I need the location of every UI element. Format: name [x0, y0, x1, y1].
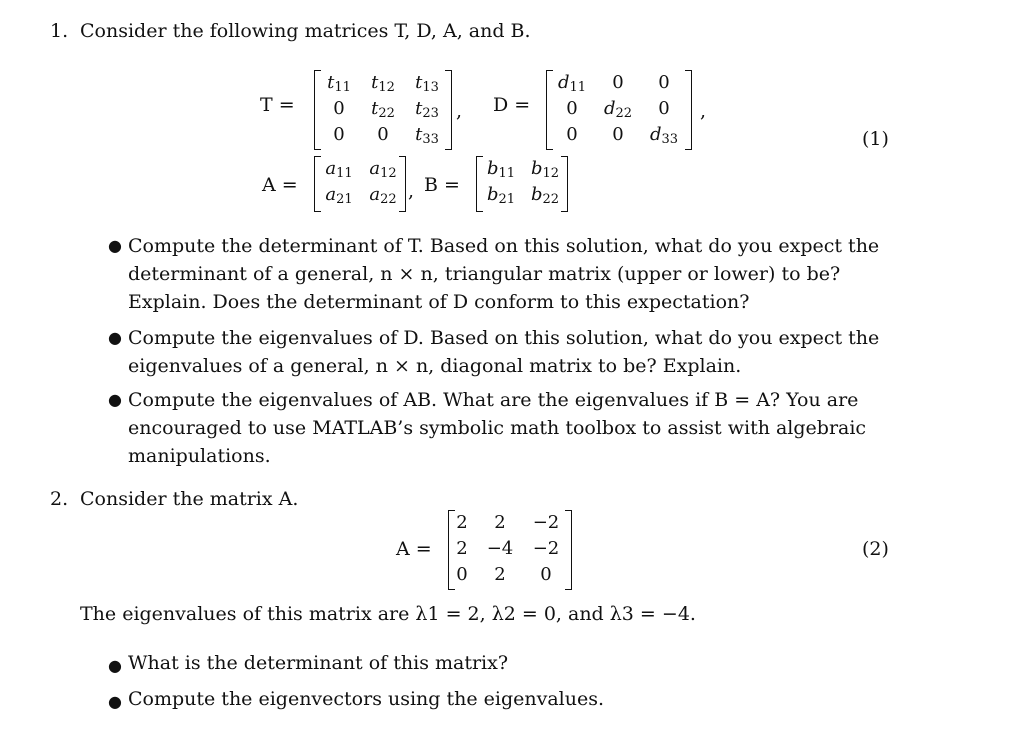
matrix-A2-cell: 2 [494, 512, 506, 533]
matrix-D-cell: $d_{11}$ [557, 72, 587, 95]
matrix-B-label: B = [424, 174, 460, 196]
matrix-D-cell: 0 [566, 124, 578, 145]
matrix-B [476, 156, 568, 212]
matrix-A2-cell: 2 [456, 538, 468, 559]
matrix-A2-cell: 0 [540, 564, 552, 585]
matrix-D-cell: 0 [566, 98, 578, 119]
matrix-T-cell: $t_{23}$ [415, 98, 439, 121]
matrix-A-cell: $a_{22}$ [369, 184, 397, 207]
matrix-A-label: A = [262, 174, 298, 196]
comma: , [700, 100, 707, 122]
matrix-D-cell: 0 [612, 72, 624, 93]
problem-1-bullet-3: Compute the eigenvalues of AB. What are the eigenvalues if B = A? You are encouraged to use MATLAB’s symbolic math toolbox to assist with algebraic manipulations. [128, 389, 867, 467]
bullet-icon: ● [108, 656, 122, 675]
matrix-T-cell: $t_{12}$ [371, 72, 395, 95]
matrix-T-cell: $t_{22}$ [371, 98, 395, 121]
bullet-icon: ● [108, 328, 122, 347]
matrix-A-cell: $a_{12}$ [369, 158, 397, 181]
problem-1-bullet-2: Compute the eigenvalues of D. Based on this solution, what do you expect the eigenvalues of a general, n × n, diagonal matrix to be? Explain. [128, 327, 880, 377]
matrix-D [546, 70, 692, 150]
problem-1-number: 1. [50, 20, 69, 42]
matrix-T-cell: 0 [333, 124, 345, 145]
bullet-icon: ● [108, 692, 122, 711]
problem-2-intro: Consider the matrix A. [80, 488, 299, 510]
matrix-T-cell: 0 [333, 98, 345, 119]
matrix-D-cell: 0 [658, 72, 670, 93]
bullet-icon: ● [108, 236, 122, 255]
equation-tag-1: (1) [862, 128, 889, 150]
bullet-icon: ● [108, 390, 122, 409]
matrix-D-cell: $d_{33}$ [649, 124, 679, 147]
comma: , [456, 100, 463, 122]
matrix-A-cell: $a_{21}$ [325, 184, 353, 207]
problem-2-bullet-2: Compute the eigenvectors using the eigenvalues. [128, 688, 605, 710]
matrix-T-label: T = [260, 94, 295, 116]
matrix-T-cell: 0 [377, 124, 389, 145]
problem-2-bullet-1: What is the determinant of this matrix? [128, 652, 509, 674]
matrix-A2-cell: −4 [486, 538, 514, 559]
matrix-A2-cell: 0 [456, 564, 468, 585]
matrix-D-cell: 0 [658, 98, 670, 119]
problem-1-bullet-1: Compute the determinant of T. Based on this solution, what do you expect the determinant of a general, n × n, triangular matrix (upper or lower) to be? Explain. Does the determinant of D conform to this expectation? [128, 235, 880, 313]
matrix-T-cell: $t_{13}$ [415, 72, 439, 95]
eigenvalue-sentence: The eigenvalues of this matrix are λ1 = 2, λ2 = 0, and λ3 = −4. [80, 603, 696, 625]
matrix-A [314, 156, 406, 212]
matrix-B-cell: $b_{11}$ [486, 158, 516, 181]
matrix-D-label: D = [493, 94, 531, 116]
matrix-A2-cell: −2 [532, 538, 560, 559]
matrix-A-cell: $a_{11}$ [325, 158, 353, 181]
equation-tag-2: (2) [862, 538, 889, 560]
matrix-A2-cell: −2 [532, 512, 560, 533]
comma: , [408, 180, 415, 202]
problem-1-intro: Consider the following matrices T, D, A, and B. [80, 20, 531, 42]
matrix-D-cell: $d_{22}$ [603, 98, 633, 121]
matrix-A2 [448, 510, 572, 590]
matrix-A2-label: A = [396, 538, 432, 560]
matrix-B-cell: $b_{12}$ [530, 158, 560, 181]
matrix-T-cell: $t_{33}$ [415, 124, 439, 147]
matrix-D-cell: 0 [612, 124, 624, 145]
matrix-B-cell: $b_{21}$ [486, 184, 516, 207]
problem-2-number: 2. [50, 488, 69, 510]
matrix-B-cell: $b_{22}$ [530, 184, 560, 207]
matrix-A2-cell: 2 [494, 564, 506, 585]
matrix-T [314, 70, 452, 150]
matrix-A2-cell: 2 [456, 512, 468, 533]
matrix-T-cell: $t_{11}$ [327, 72, 351, 95]
